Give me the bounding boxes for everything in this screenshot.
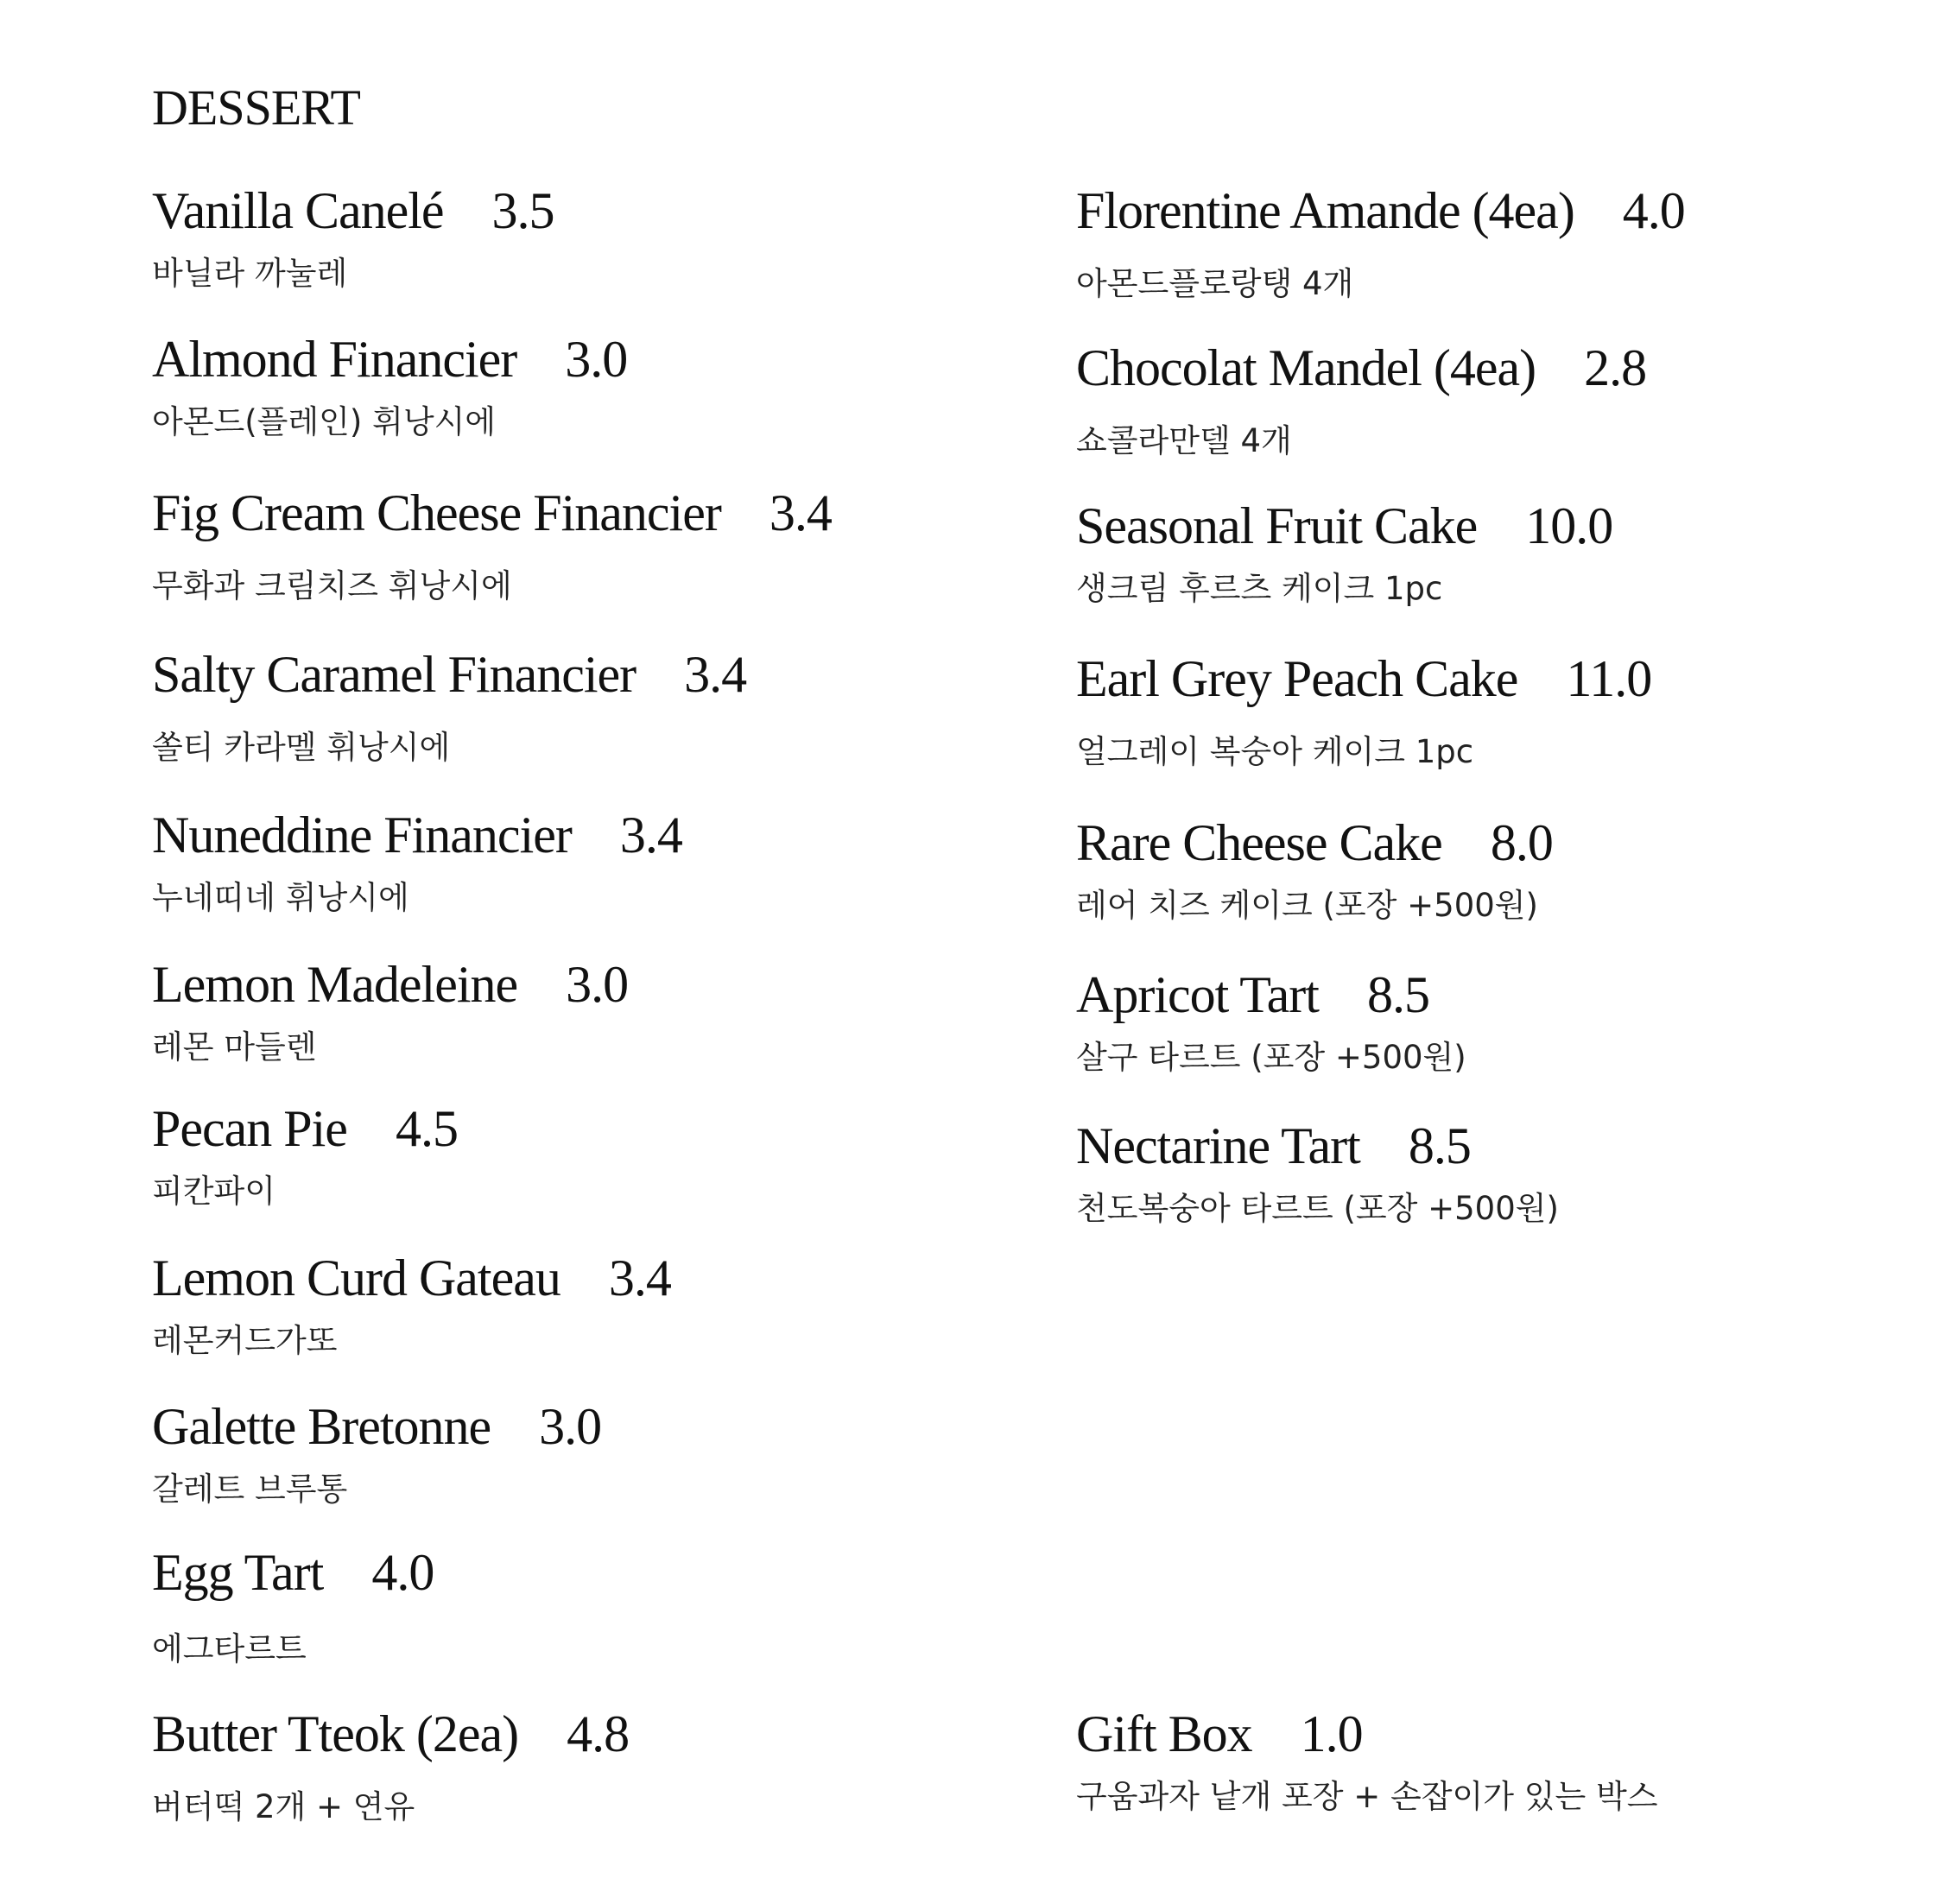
menu-item <box>1076 966 1466 1076</box>
item-description: 바닐라 까눌레 <box>152 255 348 292</box>
item-price: 8.5 <box>1366 966 1429 1023</box>
item-description: 구움과자 낱개 포장 + 손잡이가 있는 박스 <box>1076 1778 1658 1815</box>
item-name: Seasonal Fruit Cake <box>1076 497 1478 554</box>
item-price: 3.0 <box>566 956 629 1013</box>
item-description: 쇼콜라만델 4개 <box>1076 422 1292 459</box>
item-description: 천도복숭아 타르트 (포장 +500원) <box>1076 1190 1559 1227</box>
menu-title: DESSERT <box>152 79 360 136</box>
item-description: 에그타르트 <box>152 1630 307 1667</box>
item-price: 3.0 <box>565 331 628 388</box>
item-name: Vanilla Canelé <box>152 182 444 239</box>
item-name: Lemon Madeleine <box>152 956 518 1013</box>
item-description: 갈레트 브루통 <box>152 1471 348 1508</box>
item-price: 4.5 <box>395 1100 458 1157</box>
menu-item <box>1076 497 1613 607</box>
item-name: Rare Cheese Cake <box>1076 814 1442 871</box>
item-description: 얼그레이 복숭아 케이크 1pc <box>1076 733 1474 770</box>
menu-item <box>1076 182 1685 302</box>
item-description: 생크림 후르츠 케이크 1pc <box>1076 570 1443 607</box>
item-description: 살구 타르트 (포장 +500원) <box>1076 1039 1466 1076</box>
item-price: 4.0 <box>371 1544 434 1601</box>
item-price: 3.4 <box>619 807 682 863</box>
item-name: Galette Bretonne <box>152 1398 491 1455</box>
item-price: 3.4 <box>608 1249 671 1306</box>
item-price: 3.4 <box>684 646 747 703</box>
item-name: Pecan Pie <box>152 1100 347 1157</box>
item-name: Fig Cream Cheese Financier <box>152 484 721 541</box>
menu-item <box>152 484 832 604</box>
item-description: 무화과 크림치즈 휘낭시에 <box>152 567 512 604</box>
menu-item <box>1076 814 1553 924</box>
item-price: 4.8 <box>567 1705 630 1762</box>
menu-item <box>152 1249 671 1359</box>
item-description: 아몬드(플레인) 휘낭시에 <box>152 403 497 440</box>
item-name: Butter Tteok (2ea) <box>152 1705 519 1762</box>
item-name: Chocolat Mandel (4ea) <box>1076 339 1536 396</box>
menu-item <box>1076 1117 1559 1227</box>
menu-item <box>152 809 682 914</box>
item-description: 쏠티 카라멜 휘낭시에 <box>152 729 451 766</box>
menu-item <box>152 1544 434 1667</box>
item-name: Earl Grey Peach Cake <box>1076 650 1518 707</box>
item-price: 10.0 <box>1525 497 1613 554</box>
item-description: 버터떡 2개 + 연유 <box>152 1788 415 1825</box>
item-description: 레몬 마들렌 <box>152 1028 317 1066</box>
item-description: 아몬드플로랑탱 4개 <box>1076 265 1354 302</box>
menu-item <box>152 956 629 1066</box>
menu-item <box>152 182 554 292</box>
item-price: 2.8 <box>1584 339 1647 396</box>
item-description: 누네띠네 휘낭시에 <box>152 879 409 916</box>
item-description: 레어 치즈 케이크 (포장 +500원) <box>1076 887 1538 924</box>
item-name: Gift Box <box>1076 1705 1252 1762</box>
item-name: Almond Financier <box>152 331 517 388</box>
item-name: Salty Caramel Financier <box>152 646 636 703</box>
item-price: 8.5 <box>1408 1117 1471 1174</box>
item-price: 4.0 <box>1622 182 1685 239</box>
item-price: 3.5 <box>491 182 554 239</box>
menu-item <box>152 646 747 766</box>
item-price: 11.0 <box>1566 650 1652 707</box>
item-price: 3.4 <box>769 484 832 541</box>
item-name: Nectarine Tart <box>1076 1117 1360 1174</box>
item-description: 피칸파이 <box>152 1173 276 1210</box>
menu-item <box>152 1398 602 1508</box>
menu-item <box>152 1705 630 1825</box>
menu-item <box>1076 1705 1658 1815</box>
item-name: Egg Tart <box>152 1544 324 1601</box>
item-name: Lemon Curd Gateau <box>152 1249 560 1306</box>
item-price: 1.0 <box>1300 1705 1363 1762</box>
item-name: Apricot Tart <box>1076 966 1319 1023</box>
item-name: Florentine Amande (4ea) <box>1076 182 1574 239</box>
item-name: Nuneddine Financier <box>152 807 572 863</box>
menu-item <box>1076 339 1647 459</box>
menu-item <box>152 333 627 438</box>
item-description: 레몬커드가또 <box>152 1322 338 1359</box>
menu-item <box>1076 650 1652 770</box>
item-price: 8.0 <box>1490 814 1553 871</box>
menu-item <box>152 1100 458 1210</box>
item-price: 3.0 <box>539 1398 602 1455</box>
